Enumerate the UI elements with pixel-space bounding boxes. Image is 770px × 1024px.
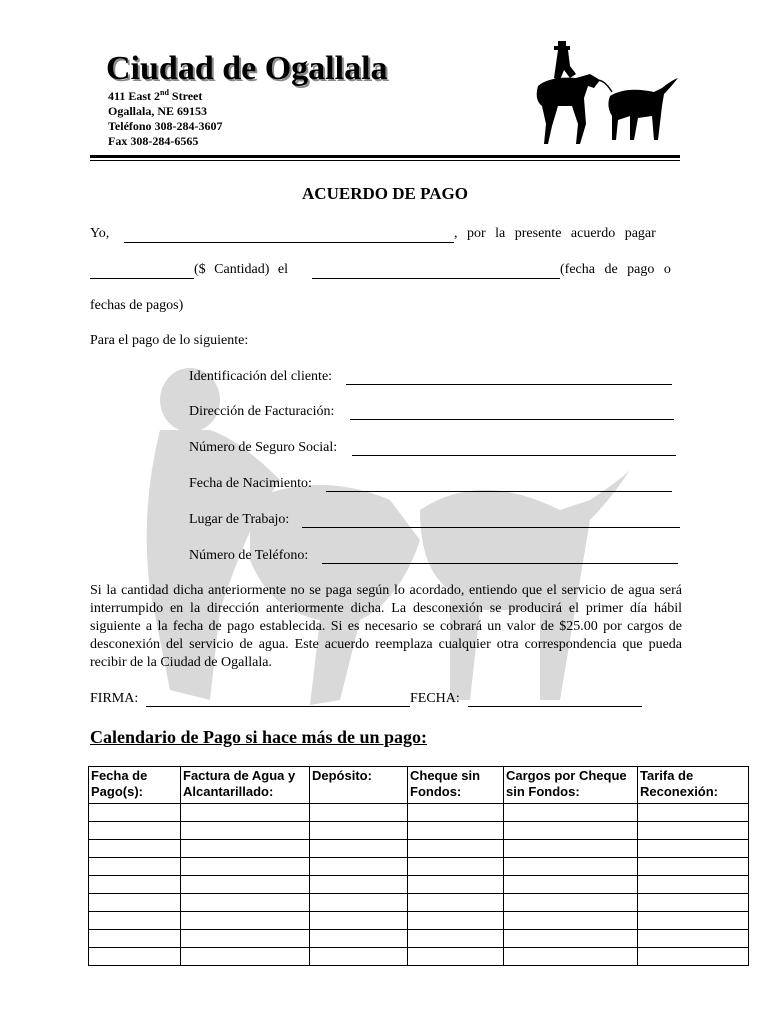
table-row: [89, 876, 749, 894]
table-cell[interactable]: [310, 858, 408, 876]
table-cell[interactable]: [310, 912, 408, 930]
table-cell[interactable]: [638, 804, 749, 822]
sign-date-field[interactable]: [468, 706, 642, 707]
table-row: [89, 894, 749, 912]
customer-id-field[interactable]: [346, 384, 672, 385]
table-cell[interactable]: [181, 930, 310, 948]
birth-date-field[interactable]: [326, 491, 672, 492]
table-cell[interactable]: [638, 858, 749, 876]
document-title: ACUERDO DE PAGO: [302, 184, 468, 203]
agree-to-pay-text: , por la presente acuerdo pagar: [454, 226, 656, 241]
col-header-payment-date: Fecha de Pago(s):: [89, 767, 181, 804]
table-cell[interactable]: [310, 804, 408, 822]
table-cell[interactable]: [181, 948, 310, 966]
table-cell[interactable]: [504, 858, 638, 876]
table-cell[interactable]: [408, 876, 504, 894]
payment-date-label-cont: fechas de pagos): [90, 298, 184, 313]
phone-field[interactable]: [322, 563, 678, 564]
table-row: [89, 840, 749, 858]
name-field[interactable]: [124, 242, 454, 243]
table-cell[interactable]: [638, 822, 749, 840]
disconnection-disclaimer: Si la cantidad dicha anteriormente no se paga según lo acordado, entiendo que el servicio de agua será interrumpido en la dirección anteriormente dicha. La desconexión se producirá el primer día hábil siguiente a la fecha de pago establecida. Si es necesario se cobrará un valor de $25.00 por cargos de desconexión del servicio de agua. Este acuerdo reemplaza cualquier otra correspondencia que pueda recibir de la Ciudad de Ogallala.: [90, 583, 682, 670]
table-cell[interactable]: [504, 894, 638, 912]
table-cell[interactable]: [310, 894, 408, 912]
payment-date-label: (fecha de pago o: [560, 262, 671, 277]
table-cell[interactable]: [408, 804, 504, 822]
table-cell[interactable]: [638, 912, 749, 930]
table-cell[interactable]: [310, 930, 408, 948]
payment-schedule-table: [88, 766, 749, 966]
table-row: [89, 930, 749, 948]
address-line-2: Ogallala, NE 69153: [108, 104, 208, 118]
col-header-reconnection-fee: Tarifa de Reconexión:: [638, 767, 749, 804]
signature-label: FIRMA:: [90, 691, 139, 706]
phone-number: Teléfono 308-284-3607: [108, 119, 223, 133]
table-cell[interactable]: [638, 930, 749, 948]
table-cell[interactable]: [310, 876, 408, 894]
table-cell[interactable]: [408, 930, 504, 948]
table-cell[interactable]: [310, 948, 408, 966]
col-header-nsf-check: Cheque sin Fondos:: [408, 767, 504, 804]
workplace-label: Lugar de Trabajo:: [189, 512, 290, 527]
table-row: [89, 912, 749, 930]
amount-field[interactable]: [90, 278, 194, 279]
table-cell[interactable]: [181, 858, 310, 876]
table-cell[interactable]: [638, 948, 749, 966]
table-cell[interactable]: [408, 858, 504, 876]
table-cell[interactable]: [504, 930, 638, 948]
table-cell[interactable]: [89, 804, 181, 822]
table-cell[interactable]: [408, 894, 504, 912]
billing-address-field[interactable]: [350, 419, 674, 420]
table-cell[interactable]: [181, 822, 310, 840]
table-cell[interactable]: [89, 930, 181, 948]
table-cell[interactable]: [89, 894, 181, 912]
table-cell[interactable]: [89, 912, 181, 930]
table-cell[interactable]: [408, 948, 504, 966]
cowboy-logo-icon: [530, 40, 680, 150]
fax-number: Fax 308-284-6565: [108, 134, 199, 148]
ssn-label: Número de Seguro Social:: [189, 440, 338, 455]
table-cell[interactable]: [504, 876, 638, 894]
table-cell[interactable]: [638, 894, 749, 912]
table-cell[interactable]: [310, 822, 408, 840]
sign-date-label: FECHA:: [410, 691, 460, 706]
table-cell[interactable]: [504, 804, 638, 822]
table-cell[interactable]: [638, 876, 749, 894]
address-line-1: 411 East 2nd Street: [108, 88, 203, 103]
table-cell[interactable]: [89, 840, 181, 858]
payment-date-field[interactable]: [312, 278, 560, 279]
birth-date-label: Fecha de Nacimiento:: [189, 476, 312, 491]
table-cell[interactable]: [408, 840, 504, 858]
table-cell[interactable]: [181, 840, 310, 858]
table-cell[interactable]: [181, 804, 310, 822]
table-row: [89, 822, 749, 840]
amount-label: ($ Cantidad) el: [194, 262, 288, 277]
table-cell[interactable]: [504, 840, 638, 858]
table-row: [89, 858, 749, 876]
col-header-water-sewer-bill: Factura de Agua y Alcantarillado:: [181, 767, 310, 804]
ssn-field[interactable]: [352, 455, 676, 456]
workplace-field[interactable]: [302, 527, 680, 528]
org-name: Ciudad de Ogallala: [106, 50, 388, 87]
table-row: [89, 804, 749, 822]
table-cell[interactable]: [89, 822, 181, 840]
schedule-title: Calendario de Pago si hace más de un pago:: [90, 727, 428, 747]
table-cell[interactable]: [408, 822, 504, 840]
table-cell[interactable]: [89, 948, 181, 966]
table-cell[interactable]: [89, 876, 181, 894]
billing-address-label: Dirección de Facturación:: [189, 404, 335, 419]
table-cell[interactable]: [181, 912, 310, 930]
table-cell[interactable]: [310, 840, 408, 858]
phone-label: Número de Teléfono:: [189, 548, 309, 563]
table-row: [89, 948, 749, 966]
table-cell[interactable]: [638, 840, 749, 858]
col-header-nsf-charges: Cargos por Cheque sin Fondos:: [504, 767, 638, 804]
table-cell[interactable]: [89, 858, 181, 876]
yo-label: Yo,: [90, 226, 110, 241]
header-rule-thick: [90, 155, 680, 158]
table-cell[interactable]: [181, 876, 310, 894]
table-cell[interactable]: [408, 912, 504, 930]
table-cell[interactable]: [504, 948, 638, 966]
table-cell[interactable]: [504, 912, 638, 930]
payment-for-label: Para el pago de lo siguiente:: [90, 333, 249, 348]
header-rule-thin: [90, 160, 680, 161]
customer-id-label: Identificación del cliente:: [189, 369, 333, 384]
table-cell[interactable]: [181, 894, 310, 912]
table-cell[interactable]: [504, 822, 638, 840]
signature-field[interactable]: [146, 706, 410, 707]
col-header-deposit: Depósito:: [310, 767, 408, 804]
